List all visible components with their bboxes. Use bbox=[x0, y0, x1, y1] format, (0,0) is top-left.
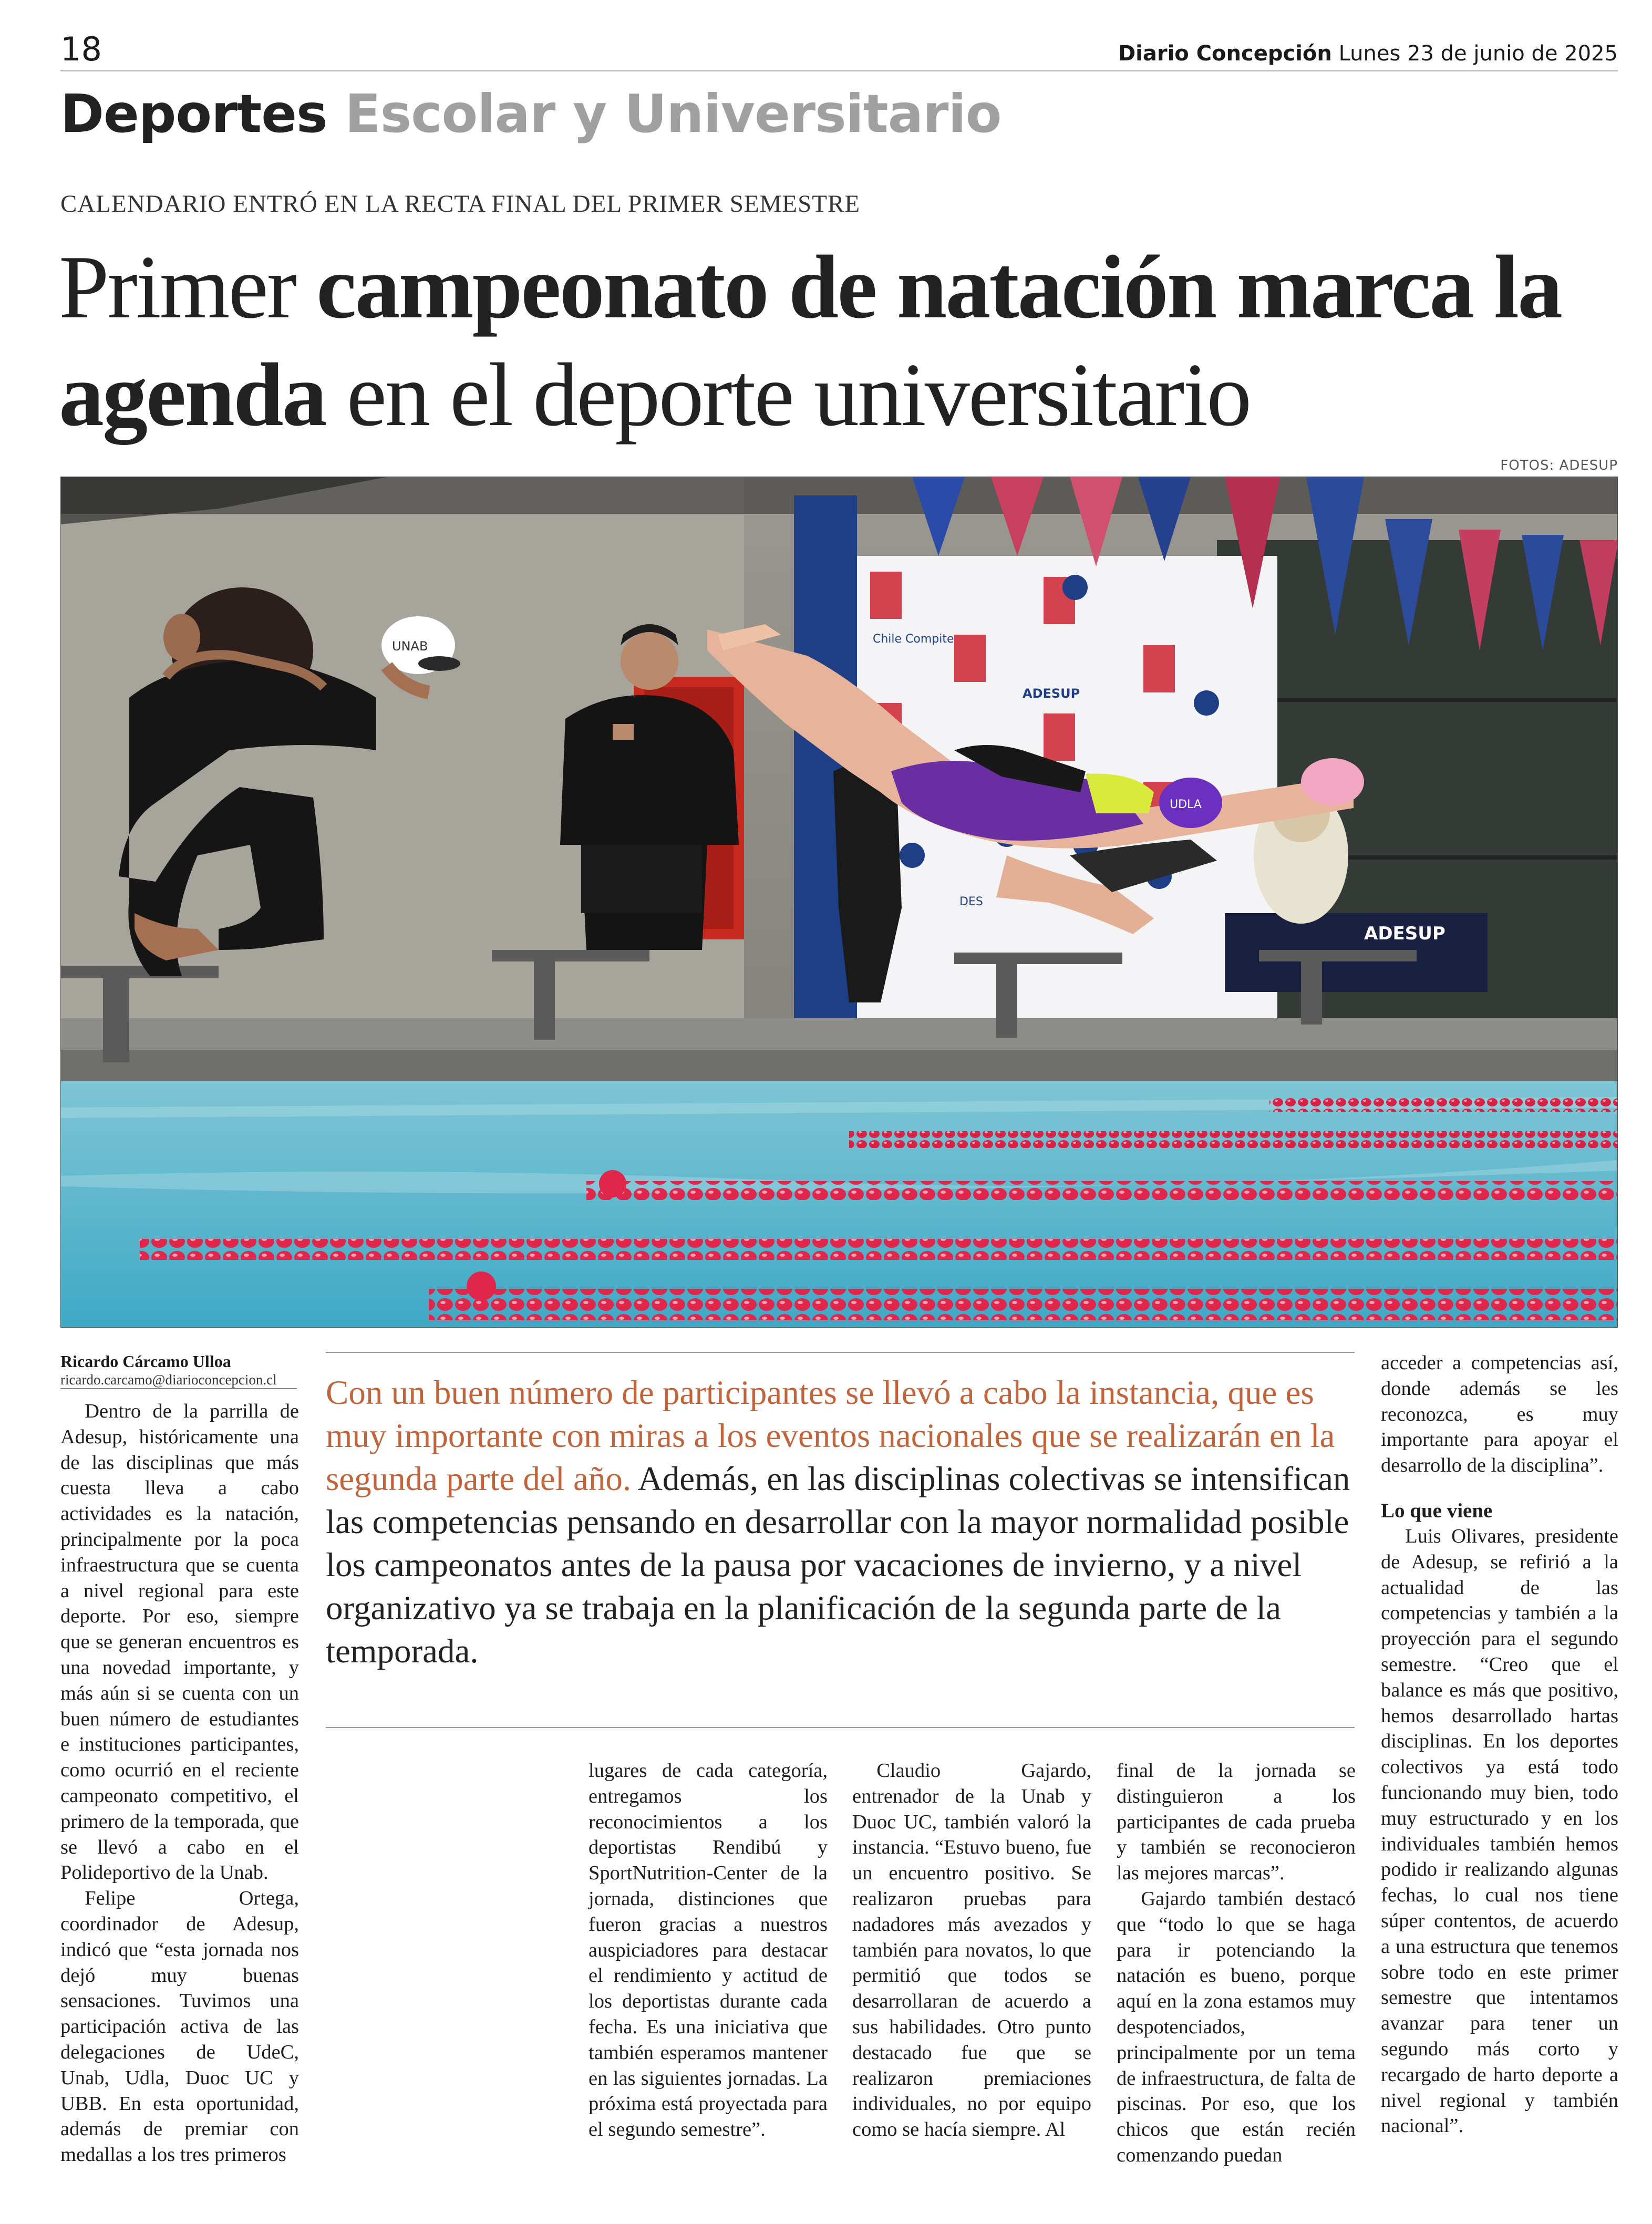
section-title bbox=[60, 80, 1001, 148]
photo-credit: FOTOS: ADESUP bbox=[1500, 458, 1618, 473]
swimming-photo-illustration bbox=[61, 477, 1618, 1328]
body-paragraph: Luis Olivares, presidente de Adesup, se refirió a la actualidad de las competencias y también a la proyección para el segundo semestre. “Creo que el balance es más que positivo, hemos desarrollado hartas disciplinas. En los deportes colectivos ya está todo funcionando muy bien, todo muy estructurado y en los individuales también hemos podido ir realizando algunas fechas, lo cual nos tiene súper contentos, de acuerdo a una estructura que tenemos sobre todo en este primer semestre que intentamos avanzar para tener un segundo más corto y recargado de harto deporte a nivel regional y también nacional”. bbox=[1381, 1525, 1618, 2137]
headline-part-1: Primer bbox=[59, 237, 296, 337]
body-paragraph: final de la jornada se distinguieron a los participantes de cada prueba y también se reconocieron las mejores marcas”. bbox=[1117, 1760, 1356, 1885]
lead-rule-bottom bbox=[326, 1727, 1355, 1728]
article-lead bbox=[326, 1371, 1355, 1673]
byline-rule bbox=[60, 1388, 297, 1389]
subsection-name: Escolar y Universitario bbox=[345, 83, 1001, 144]
body-paragraph: acceder a competencias así, donde además se les reconozca, es muy importante para apoyar el desarrollo de la disciplina”. bbox=[1381, 1352, 1618, 1477]
subhead: Lo que viene bbox=[1381, 1499, 1493, 1522]
body-column-6 bbox=[1381, 1350, 1618, 2139]
sponsor-text-2: DES bbox=[959, 895, 983, 908]
article-headline bbox=[59, 234, 1630, 449]
author-email: ricardo.carcamo@diarioconcepcion.cl bbox=[60, 1372, 277, 1388]
section-name: Deportes bbox=[60, 83, 327, 144]
cap-text-2: UDLA bbox=[1170, 798, 1202, 811]
banner-adesup-text: ADESUP bbox=[1023, 686, 1080, 701]
body-paragraph: Dentro de la parrilla de Adesup, históricamente una de las disciplinas que más cuesta lleva a cabo actividades es la natación, principalmente por la poca infraestructura que se cuenta a nivel regional para este deporte. Por eso, siempre que se generan encuentros es una novedad importante, y más aún si se cuenta con un buen número de estudiantes e instituciones participantes, como ocurrió en el reciente campeonato competitivo, el primero de la temporada, que se llevó a cabo en el Polideportivo de la Unab. bbox=[60, 1400, 299, 1884]
author-name: Ricardo Cárcamo Ulloa bbox=[60, 1352, 231, 1371]
headline-part-2: campeonato de natación marca la agenda bbox=[59, 237, 1562, 445]
body-paragraph: Claudio Gajardo, entrenador de la Unab y Duoc UC, también valoró la instancia. “Estuvo bueno, fue un encuentro positivo. Se realizaron pruebas para nadadores más avezados y también para novatos, lo que permitió que todos se desarrollaran de acuerdo a sus habilidades. Otro punto destacado fue que se realizaron premiaciones individuales, no por equipo como se hacía siempre. Al bbox=[852, 1760, 1091, 2141]
header-rule bbox=[60, 70, 1618, 71]
body-paragraph: lugares de cada categoría, entregamos los reconocimientos a los deportistas Rendibú y SportNutrition-Center de la jornada, distinciones que fueron gracias a nuestros auspiciadores para destacar el rendimiento y actitud de los deportistas durante cada fecha. Es una iniciativa que también esperamos mantener en las siguientes jornadas. La próxima está proyectada para el segundo semestre”. bbox=[588, 1760, 828, 2141]
masthead bbox=[1118, 41, 1618, 66]
body-column-5 bbox=[1117, 1758, 1356, 2168]
byline bbox=[60, 1351, 297, 1388]
cap-text-1: UNAB bbox=[392, 639, 428, 654]
body-paragraph: Felipe Ortega, coordinador de Adesup, indicó que “esta jornada nos dejó muy buenas sensaciones. Tuvimos una participación activa de las delegaciones de UdeC, Unab, Udla, Duoc UC y UBB. En esta oportunidad, además de premiar con medallas a los tres primeros bbox=[60, 1887, 299, 2166]
body-column-3 bbox=[588, 1758, 828, 2143]
article-kicker: CALENDARIO ENTRÓ EN LA RECTA FINAL DEL PRIMER SEMESTRE bbox=[60, 190, 861, 218]
table-adesup-text: ADESUP bbox=[1364, 923, 1446, 944]
lead-text: Además, en las disciplinas colectivas se intensifican las competencias pensando en desarrollar con la mayor normalidad posible los campeonatos antes de la pausa por vacaciones de invierno, y a nivel organizativo ya se trabaja en la planificación de la segunda parte de la temporada. bbox=[326, 1460, 1350, 1670]
lead-rule-top bbox=[326, 1352, 1355, 1353]
lead-highlight: Con un buen número de participantes se llevó a cabo la instancia, que es muy importante con miras a los eventos nacionales que se realizarán en la segunda parte del año. bbox=[326, 1374, 1335, 1498]
body-column-4 bbox=[852, 1758, 1091, 2143]
body-column-1 bbox=[60, 1399, 299, 2168]
headline-part-3: en el deporte universitario bbox=[346, 345, 1251, 445]
sponsor-text-1: Chile Compite bbox=[873, 633, 954, 646]
issue-date: Lunes 23 de junio de 2025 bbox=[1338, 42, 1618, 66]
article-photo bbox=[60, 477, 1618, 1328]
page-number: 18 bbox=[60, 30, 102, 68]
newspaper-name: Diario Concepción bbox=[1118, 42, 1332, 66]
body-paragraph: Gajardo también destacó que “todo lo que se haga para ir potenciando la natación es bueno, porque aquí en la zona estamos muy despotenciados, principalmente por un tema de infraestructura, de falta de piscinas. Por eso, que los chicos que están recién comenzando puedan bbox=[1117, 1887, 1356, 2166]
